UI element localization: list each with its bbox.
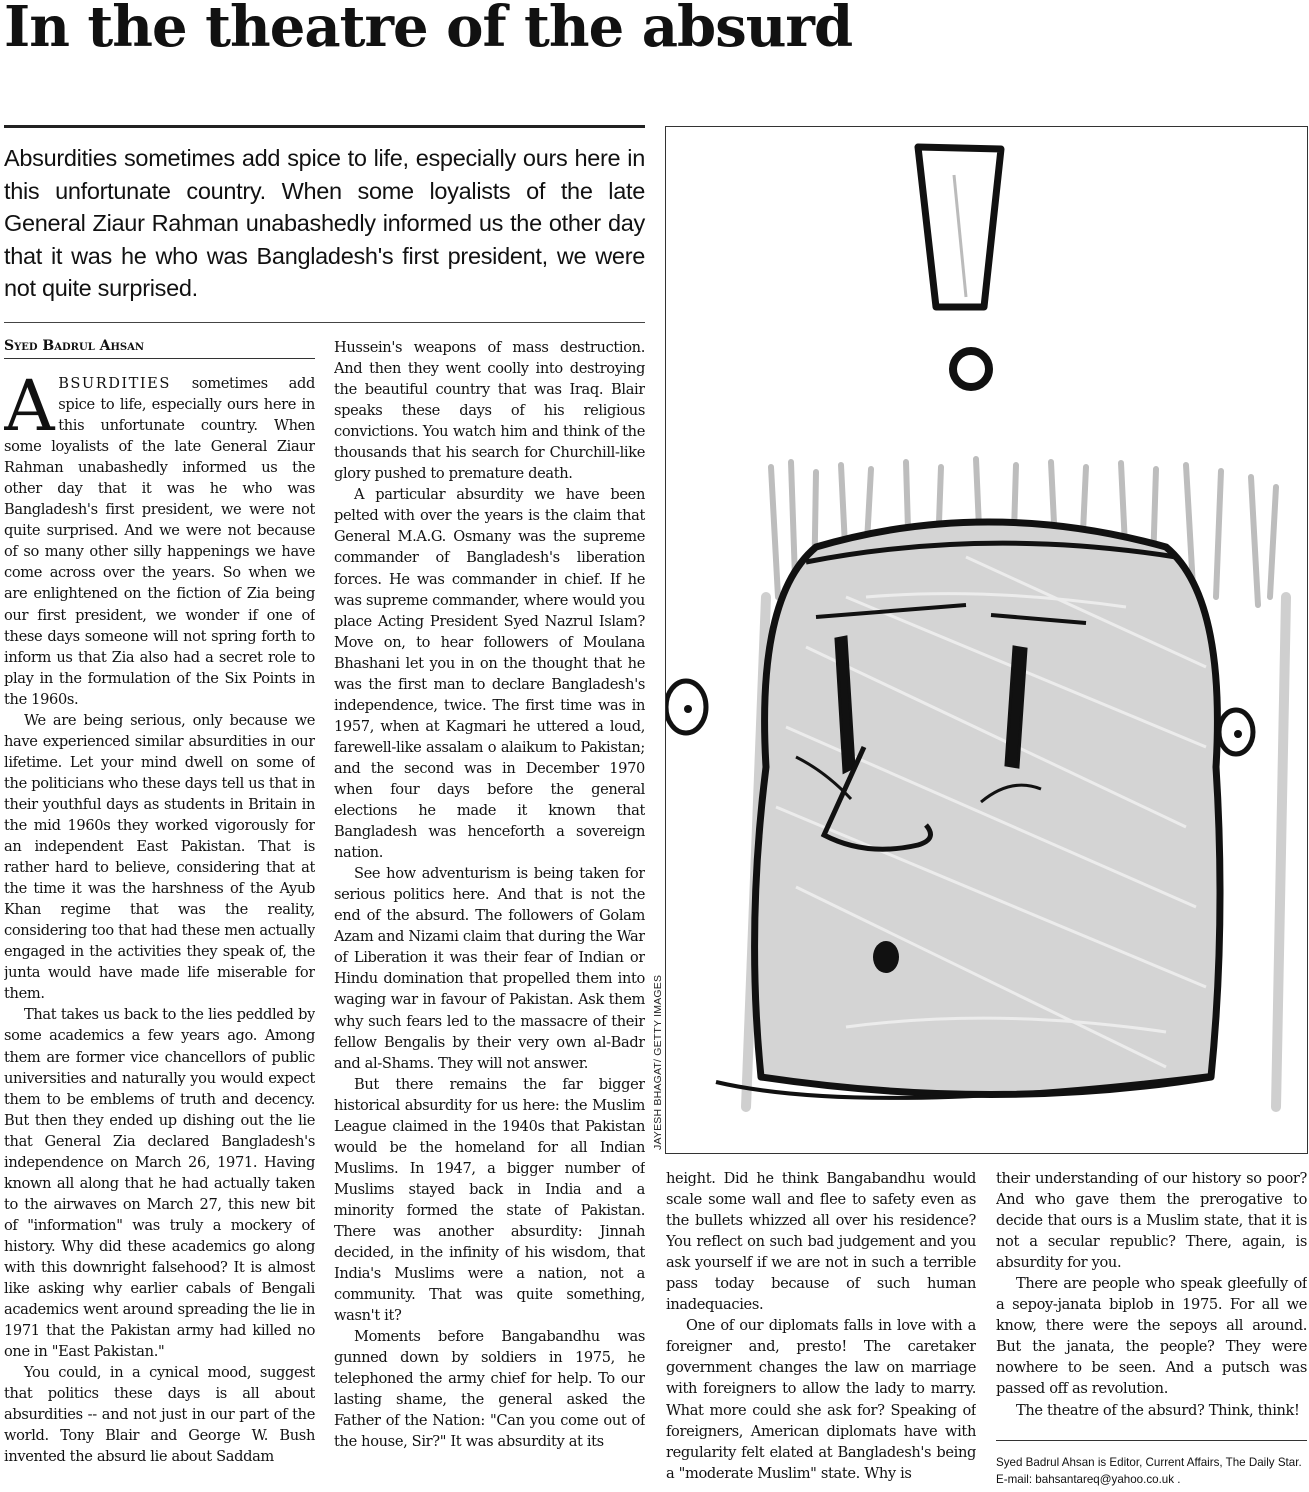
article-column-4 [996,1168,1307,1428]
author-description: Syed Badrul Ahsan is Editor, Current Affairs, The Daily Star. [996,1456,1302,1469]
paragraph-text: sometimes add spice to life, especially ours here in this unfortunate country. When some loyalists of the late General Ziaur Rahman unabashedly informed us the other day that it was he who was Bangladesh's first president, we were not quite surprised. And we were not because of so many other silly happenings we have come across over the years. So when we are enlightened on the fiction of Zia being our first president, we wonder if one of these days someone will not spring forth to inform us that Zia also had a secret role to play in the formulation of the Six Points in the 1960s. [4,375,315,708]
article-paragraph: One of our diplomats falls in love with a foreigner and, presto! The caretaker government changes the law on marriage with foreigners to allow the lady to marry. What more could she ask for? Speaking of foreigners, American diplomats have with regularity felt elated at Bangladesh's being a "moderate Muslim" state. Why is [666,1317,976,1482]
byline: Syed Badrul Ahsan [4,338,315,359]
article-paragraph: their understanding of our history so poor? And who gave them the prerogative to decide that ours is a Muslim state, that it is not a secular republic? There, again, is absurdity for you. [996,1170,1307,1272]
cartoon-illustration [666,127,1307,1153]
article-paragraph: We are being serious, only because we have experienced similar absurdities in our lifetime. Let your mind dwell on some of the politicians who these days tell us that in their youthful days as students in Britain in the mid 1960s they worked vigorously for an independent East Pakistan. That is rather hard to believe, considering that at the time it was the harshness of the Ayub Khan regime that was the reality, considering too that had these men actually engaged in the activities they speak of, the junta would have made life miserable for them. [4,711,315,1003]
deck-summary: Absurdities sometimes add spice to life, especially ours here in this unfortunate country. When some loyalists of the late General Ziaur Rahman unabashedly informed us the other day that it was he who was Bangladesh's first president, we were not quite surprised. [4,145,645,301]
article-paragraph: But there remains the far bigger historical absurdity for us here: the Muslim League claimed in the 1940s that Pakistan would be the homeland for all Indian Muslims. In 1947, a bigger number of Muslims stayed back in India and a minority formed the state of Pakistan. There was another absurdity: Jinnah decided, in the infinity of his wisdom, that India's Muslims were a nation, not a community. That was quite something, wasn't it? [334,1075,645,1325]
article-column-3 [666,1168,976,1492]
divider-rule [4,322,645,323]
article-paragraph: height. Did he think Bangabandhu would scale some wall and flee to safety even as the bullets whizzed all over his residence? You reflect on such bad judgement and you ask yourself if we are not in such a terrible pass today because of such human inadequacies. [666,1170,976,1314]
author-email: E-mail: bahsantareq@yahoo.co.uk . [996,1473,1181,1486]
photo-credit: JAYESH BHAGAT/ GETTY IMAGES [652,974,664,1150]
mouth [873,941,899,973]
exclamation-mark-icon [918,147,1001,387]
article-paragraph: A particular absurdity we have been pelted with over the years is the claim that General M.A.G. Osmany was the supreme commander of Bangladesh's liberation forces. He was commander in chief. If he was supreme commander, where would you place Acting President Syed Nazrul Islam? Move on, to hear followers of Moulana Bhashani let you in on the thought that he was the first man to declare Bangladesh's independence, twice. The first time was in 1957, when at Kagmari he uttered a loud, farewell-like assalam o alaikum to Pakistan; and the second was in December 1970 when four days before the general elections he made it known that Bangladesh was henceforth a sovereign nation. [334,486,645,862]
right-ear [1219,710,1253,754]
author-note [996,1440,1307,1488]
article-paragraph: You could, in a cynical mood, suggest that politics these days is all about absurdities -- and not just in our part of the world. Tony Blair and George W. Bush invented the absurd lie about Saddam [4,1364,315,1466]
article-paragraph: See how adventurism is being taken for serious politics here. And that is not the end of the absurd. The followers of Golam Azam and Nizami claim that during the War of Liberation it was their fear of Indian or Hindu domination that propelled them into waging war in favour of Pakistan. Ask them why such fears led to the massacre of their fellow Bengalis by their very own al-Badr and al-Shams. They will not answer. [334,865,645,1072]
article-paragraph: Moments before Bangabandhu was gunned down by soldiers in 1975, he telephoned the army chief for help. To our lasting shame, the general asked the Father of the Nation: "Can you come out of the house, Sir?" It was absurdity at its [334,1328,645,1451]
illustration-frame [665,126,1308,1154]
article-paragraph [4,373,315,710]
drop-cap: A [4,373,55,447]
article-paragraph: The theatre of the absurd? Think, think! [1016,1401,1300,1419]
top-rule [4,125,645,128]
lead-in-caps: BSURDITIES [58,375,171,392]
article-column-1 [4,373,315,1492]
article-paragraph: There are people who speak gleefully of a sepoy-janata biplob in 1975. For all we know, there were the sepoys all around. But the janata, the people? They were nowhere to be seen. And a putsch was passed off as revolution. [996,1275,1307,1398]
article-paragraph: Hussein's weapons of mass destruction. And then they went coolly into destroying the beautiful country that was Iraq. Blair speaks these days of his religious convictions. You watch him and think of the thousands that his search for Churchill-like glory pushed to premature death. [334,339,645,483]
left-ear [666,681,706,733]
headline: In the theatre of the absurd [4,0,853,60]
article-paragraph: That takes us back to the lies peddled by some academics a few years ago. Among them are former vice chancellors of public universities and naturally you would expect them to be emblems of truth and decency. But then they ended up dishing out the lie that General Zia declared Bangladesh's independence on March 26, 1971. Having known all along that he had actually taken to the airwaves on March 27, this new bit of "information" was truly a mockery of history. Why did these academics go along with this downright falsehood? It is almost like asking why earlier cabals of Bengali academics went around spreading the lie in 1971 that the Pakistan army had killed no one in "East Pakistan." [4,1006,315,1361]
head-fill [755,522,1220,1095]
article-column-2 [334,337,645,1492]
